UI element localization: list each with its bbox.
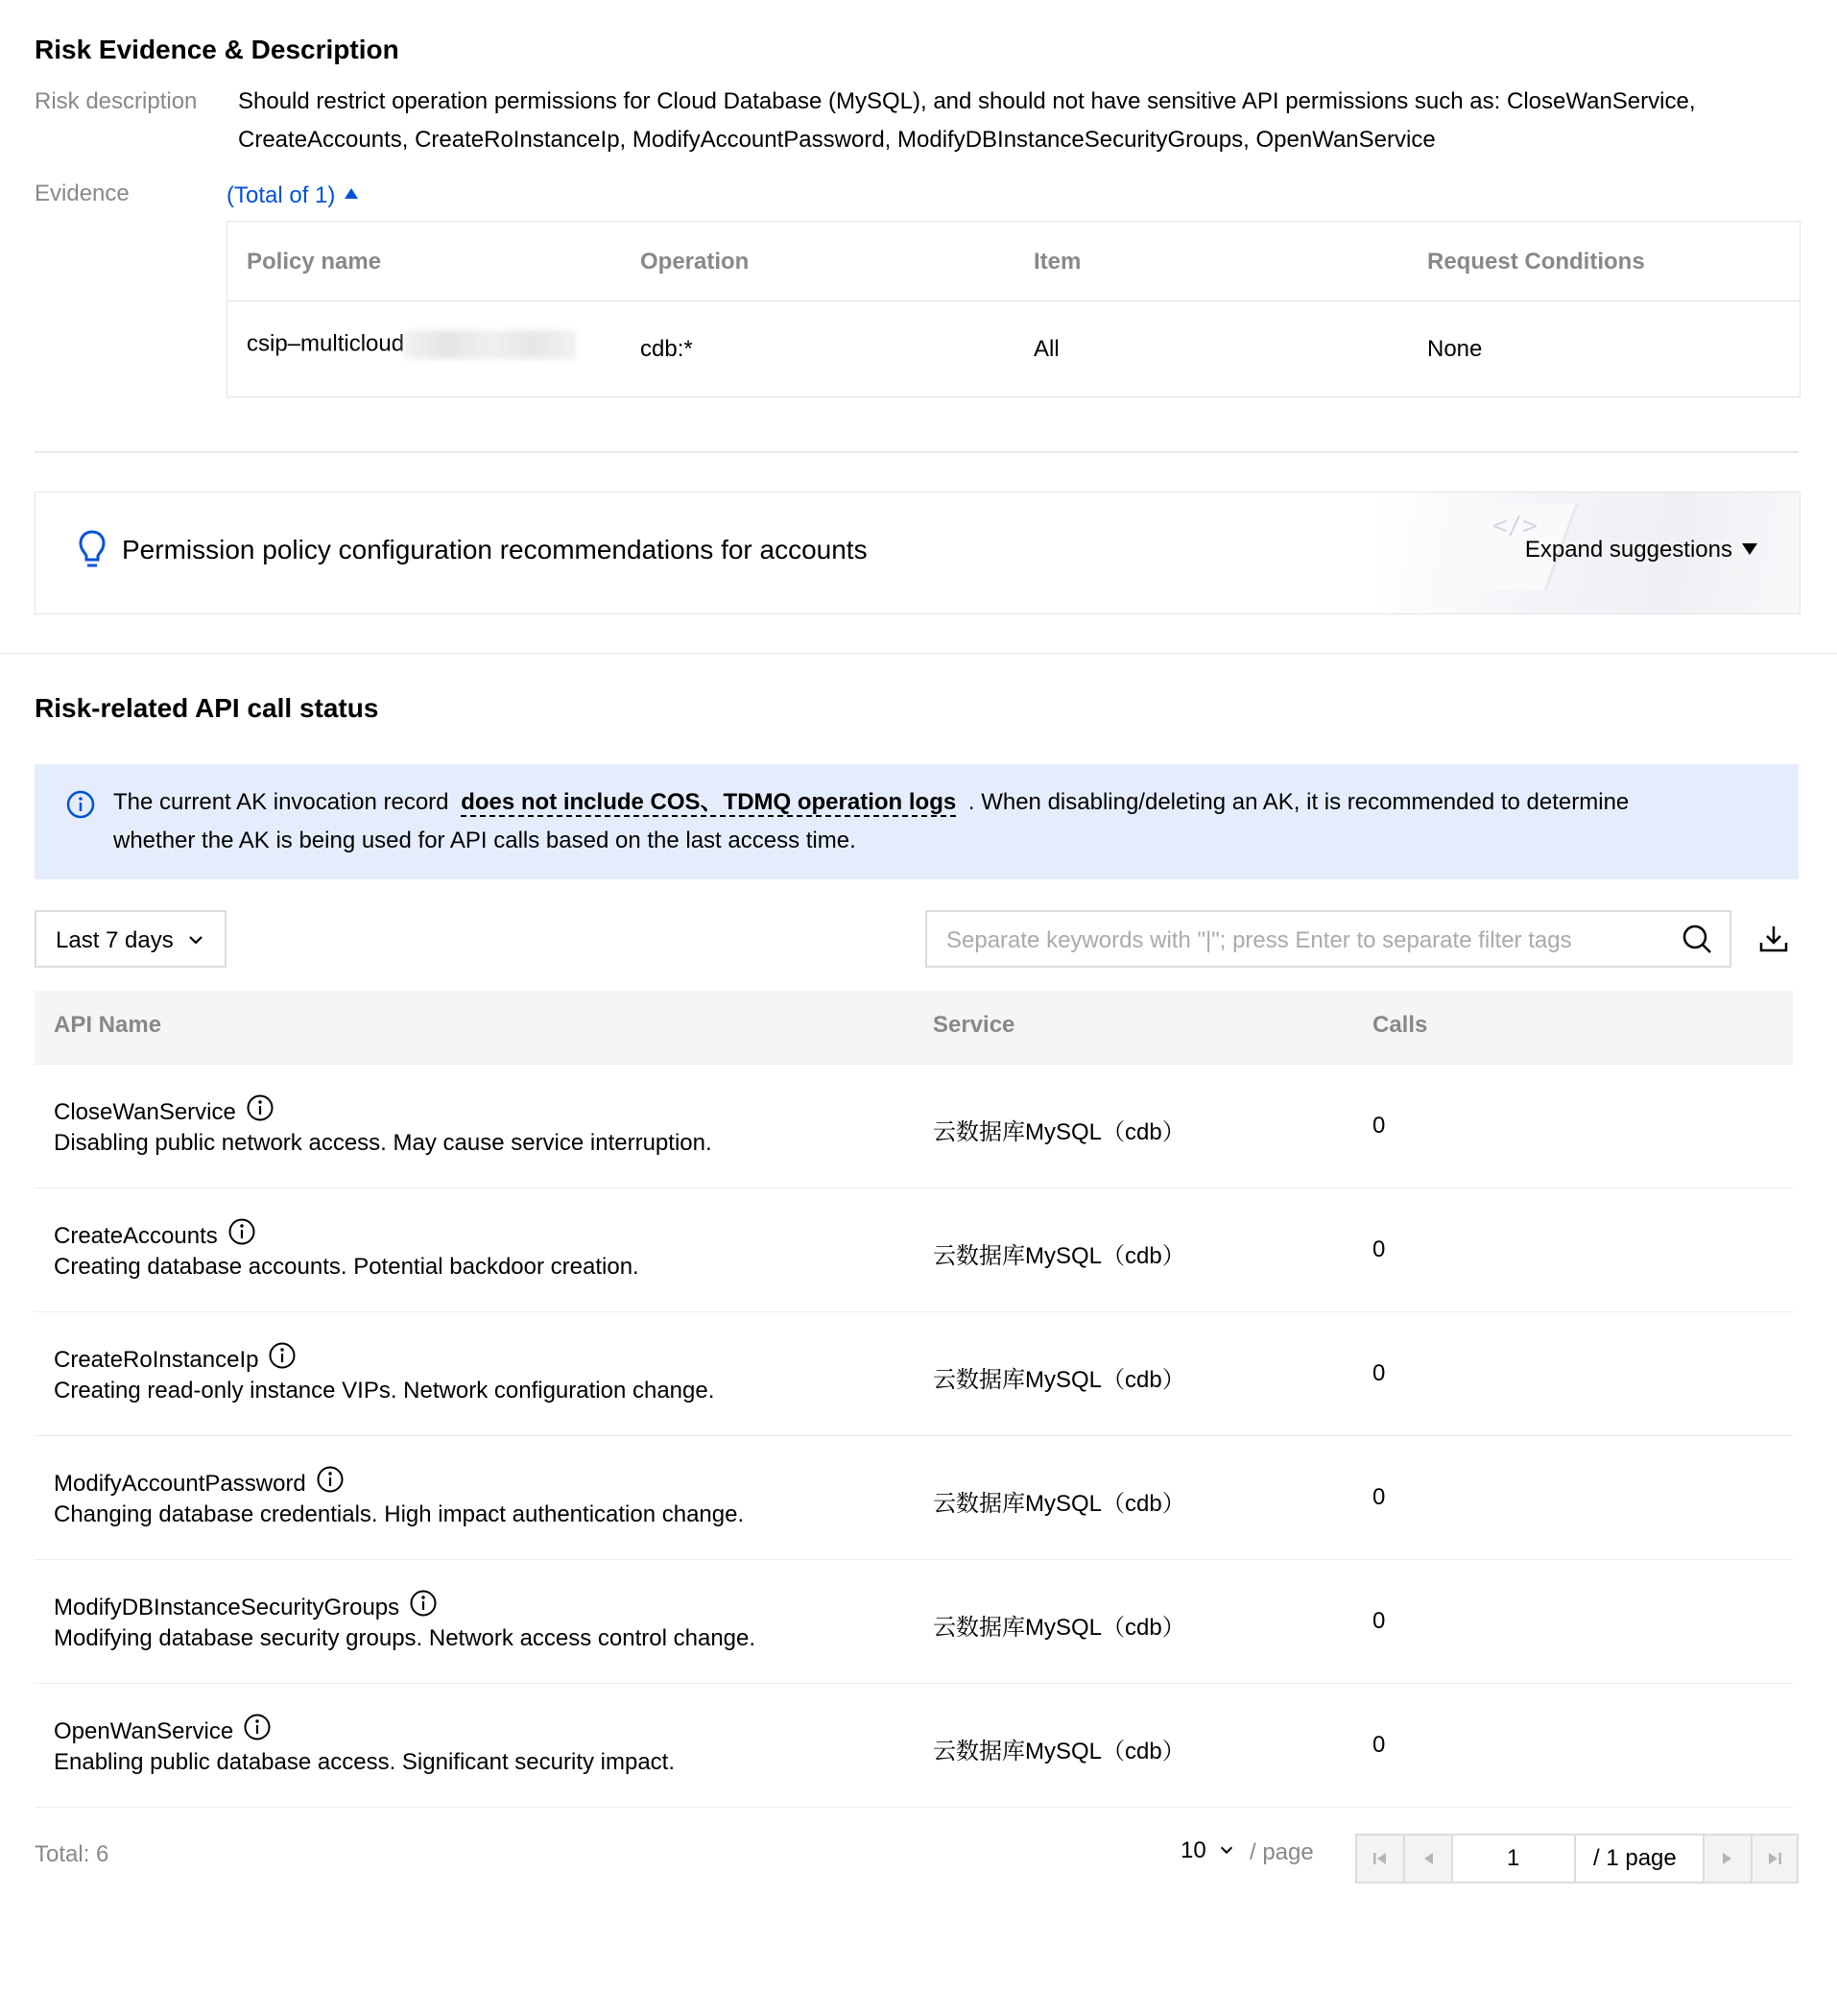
- api-name-text: OpenWanService: [54, 1717, 234, 1744]
- notice-text: [113, 783, 1629, 860]
- caret-up-icon: [345, 188, 358, 199]
- total-count: Total: 6: [35, 1841, 109, 1867]
- col-calls: Calls: [1372, 1012, 1428, 1038]
- api-name-cell: [54, 1095, 274, 1131]
- calls-cell: 0: [1372, 1236, 1386, 1262]
- page-size-select[interactable]: [1181, 1837, 1235, 1864]
- calls-cell: 0: [1372, 1360, 1386, 1386]
- info-icon[interactable]: [409, 1589, 438, 1624]
- info-icon[interactable]: [268, 1341, 297, 1377]
- risk-description-line2: CreateAccounts, CreateRoInstanceIp, ModifyAccountPassword, ModifyDBInstanceSecurityGroups, OpenWanService: [238, 127, 1436, 153]
- api-name-cell: [54, 1219, 256, 1255]
- table-row: [35, 1312, 1793, 1436]
- evidence-table-header: [227, 222, 1800, 301]
- chevron-down-icon: [1218, 1841, 1235, 1859]
- col-policy-name: Policy name: [247, 249, 382, 275]
- redacted-block: [404, 330, 577, 359]
- api-description: Changing database credentials. High impact authentication change.: [54, 1501, 745, 1527]
- expand-suggestions-label: Expand suggestions: [1524, 537, 1732, 563]
- calls-cell: 0: [1372, 1484, 1386, 1510]
- notice-line2: whether the AK is being used for API calls based on the last access time.: [113, 828, 856, 853]
- section-divider: [35, 451, 1799, 453]
- table-row: [35, 1065, 1793, 1188]
- api-name-cell: [54, 1343, 297, 1379]
- service-cell: 云数据库MySQL（cdb）: [933, 1119, 1185, 1145]
- service-cell: 云数据库MySQL（cdb）: [933, 1367, 1185, 1393]
- evidence-toggle[interactable]: [227, 182, 358, 209]
- operation-cell: cdb:*: [640, 336, 693, 362]
- api-description: Enabling public database access. Significant security impact.: [54, 1749, 676, 1775]
- page-size-value: 10: [1181, 1837, 1206, 1863]
- risk-description-text: [238, 83, 1696, 159]
- expand-suggestions-button[interactable]: [1525, 537, 1757, 564]
- service-cell: 云数据库MySQL（cdb）: [933, 1739, 1185, 1764]
- col-operation: Operation: [640, 249, 750, 275]
- table-row: [35, 1560, 1793, 1684]
- evidence-section-title: Risk Evidence & Description: [35, 35, 399, 64]
- item-cell: All: [1034, 336, 1060, 362]
- col-api-name: API Name: [54, 1012, 162, 1038]
- time-range-value: Last 7 days: [56, 927, 174, 953]
- api-description: Modifying database security groups. Network access control change.: [54, 1625, 756, 1651]
- table-row: [227, 301, 1800, 396]
- risk-description-label: Risk description: [35, 88, 198, 114]
- col-service: Service: [933, 1012, 1015, 1038]
- info-circle-icon: [65, 789, 96, 825]
- calls-cell: 0: [1372, 1732, 1386, 1758]
- page-number-value: 1: [1507, 1845, 1520, 1871]
- evidence-label: Evidence: [35, 180, 130, 206]
- table-row: [35, 1684, 1793, 1808]
- recommendation-panel: [35, 492, 1801, 614]
- service-cell: 云数据库MySQL（cdb）: [933, 1243, 1185, 1269]
- api-name-text: ModifyAccountPassword: [54, 1470, 306, 1497]
- notice-suffix: . When disabling/deleting an AK, it is recommended to determine: [967, 789, 1630, 815]
- info-icon[interactable]: [246, 1093, 274, 1129]
- risk-description-line1: Should restrict operation permissions for Cloud Database (MySQL), and should not have sensitive API permissions such as: CloseWanService,: [238, 88, 1696, 114]
- info-icon[interactable]: [227, 1217, 256, 1253]
- table-row: [35, 1188, 1793, 1312]
- api-name-text: ModifyDBInstanceSecurityGroups: [54, 1594, 400, 1620]
- col-item: Item: [1034, 249, 1082, 275]
- first-page-button[interactable]: [1357, 1836, 1403, 1882]
- policy-name-cell: [247, 330, 577, 359]
- evidence-toggle-label: (Total of 1): [227, 182, 336, 208]
- api-name-text: CloseWanService: [54, 1098, 236, 1125]
- api-name-text: CreateRoInstanceIp: [54, 1346, 259, 1373]
- info-icon[interactable]: [316, 1465, 345, 1500]
- api-name-text: CreateAccounts: [54, 1222, 218, 1249]
- api-name-cell: [54, 1591, 438, 1626]
- recommendation-title: Permission policy configuration recommendations for accounts: [122, 535, 868, 564]
- search-input[interactable]: [925, 910, 1731, 968]
- evidence-table: [227, 221, 1801, 397]
- notice-highlight[interactable]: does not include COS、TDMQ operation logs: [461, 789, 957, 815]
- api-description: Disabling public network access. May cause service interruption.: [54, 1130, 712, 1156]
- api-name-cell: [54, 1467, 345, 1502]
- table-row: [35, 1436, 1793, 1560]
- service-cell: 云数据库MySQL（cdb）: [933, 1491, 1185, 1517]
- search-placeholder: Separate keywords with "|"; press Enter to separate filter tags: [946, 927, 1572, 953]
- page-total-label: / 1 page: [1593, 1845, 1677, 1871]
- notice-prefix: The current AK invocation record: [113, 789, 449, 815]
- first-page-icon: [1372, 1850, 1389, 1867]
- calls-cell: 0: [1372, 1113, 1386, 1139]
- per-page-label: / page: [1250, 1839, 1314, 1865]
- section-divider: [0, 653, 1837, 654]
- col-request-conditions: Request Conditions: [1427, 249, 1645, 275]
- page-number-input[interactable]: [1453, 1836, 1574, 1882]
- recommendation-decoration: </>: [1377, 492, 1800, 613]
- next-page-button[interactable]: [1705, 1836, 1751, 1882]
- pagination: [1355, 1834, 1799, 1884]
- search-icon[interactable]: [1682, 924, 1714, 961]
- policy-name-text: csip–multicloud: [247, 330, 405, 357]
- last-page-icon: [1766, 1850, 1783, 1867]
- last-page-button[interactable]: [1753, 1836, 1797, 1882]
- info-notice: [35, 764, 1799, 879]
- prev-page-icon: [1420, 1850, 1437, 1867]
- prev-page-button[interactable]: [1405, 1836, 1451, 1882]
- next-page-icon: [1719, 1850, 1736, 1867]
- lightbulb-icon: [78, 529, 107, 576]
- conditions-cell: None: [1427, 336, 1483, 362]
- download-icon[interactable]: [1758, 924, 1789, 959]
- api-name-cell: [54, 1715, 272, 1750]
- api-section-title: Risk-related API call status: [35, 693, 379, 723]
- info-icon[interactable]: [243, 1713, 272, 1748]
- api-table-header: [35, 991, 1793, 1064]
- api-description: Creating read-only instance VIPs. Network configuration change.: [54, 1378, 715, 1404]
- chevron-down-icon: [186, 929, 205, 956]
- time-range-select[interactable]: [35, 910, 227, 968]
- caret-down-icon: [1742, 543, 1757, 555]
- api-description: Creating database accounts. Potential backdoor creation.: [54, 1254, 639, 1280]
- service-cell: 云数据库MySQL（cdb）: [933, 1615, 1185, 1641]
- calls-cell: 0: [1372, 1608, 1386, 1634]
